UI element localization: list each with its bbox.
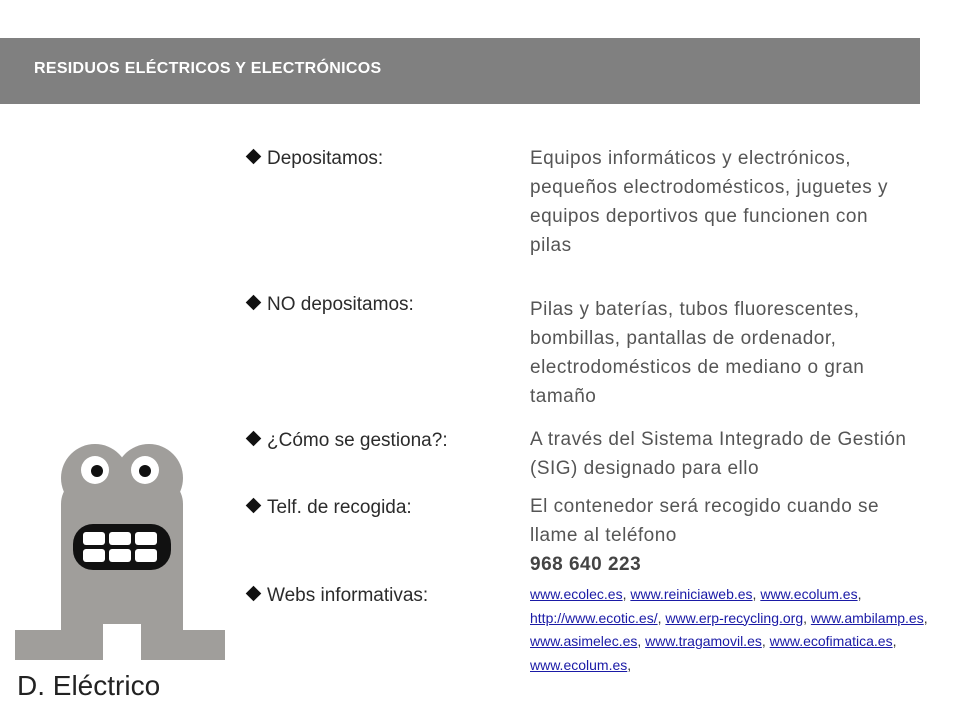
telf-text: El contenedor será recogido cuando se llame al teléfono (530, 496, 880, 546)
link-ambilamp[interactable]: www.ambilamp.es (810, 609, 924, 626)
mascot-caption: D. Eléctrico (17, 670, 161, 701)
diamond-bullet-icon (246, 498, 262, 514)
header-bar (0, 38, 920, 104)
label-text: Telf. de recogida: (267, 497, 412, 518)
link-ecolec[interactable]: www.ecolec.es (530, 586, 623, 602)
links-list: www.ecolec.es, www.reiniciaweb.es, www.ecolum.es, http://www.ecotic.es/, www.erp-recycling.org, www.ambilamp.es, www.asimelec.es, www.tragamovil.es, www.ecofimatica.es, www.ecolum.es, (530, 586, 928, 673)
label-text: ¿Cómo se gestiona?: (267, 430, 448, 451)
link-ecofimatica[interactable]: www.ecofimatica.es (769, 633, 893, 649)
link-tragamovil[interactable]: www.tragamovil.es (645, 633, 762, 649)
link-ecolum-2[interactable]: www.ecolum.es (530, 656, 628, 673)
label-text: NO depositamos: (267, 294, 414, 315)
link-ecotic[interactable]: http://www.ecotic.es/ (530, 609, 658, 626)
value-no-depositamos: Pilas y baterías, tubos fluorescentes, bombillas, pantallas de ordenador, electrodomésticos de mediano o gran tamaño (530, 299, 865, 407)
link-asimelec[interactable]: www.asimelec.es (530, 633, 638, 649)
link-reiniciaweb[interactable]: www.reiniciaweb.es (630, 586, 753, 602)
label-como-se-gestiona (245, 430, 448, 452)
label-text: Depositamos: (267, 148, 384, 169)
phone-number: 968 640 223 (530, 554, 642, 575)
value-telf-recogida (530, 492, 910, 579)
link-erp-recycling[interactable]: www.erp-recycling.org (665, 609, 804, 626)
diamond-bullet-icon (246, 431, 262, 447)
value-depositamos: Equipos informáticos y electrónicos, pequeños electrodomésticos, juguetes y equipos deportivos que funcionen con pilas (530, 148, 889, 256)
diamond-bullet-icon (246, 586, 262, 602)
label-depositamos (245, 148, 383, 170)
diamond-bullet-icon (246, 149, 262, 165)
link-ecolum[interactable]: www.ecolum.es (760, 586, 858, 602)
label-telf-recogida (245, 497, 412, 519)
page-title: RESIDUOS ELÉCTRICOS Y ELECTRÓNICOS (34, 60, 382, 77)
value-como-se-gestiona: A través del Sistema Integrado de Gestión (SIG) designado para ello (530, 429, 907, 479)
label-text: Webs informativas: (267, 585, 429, 606)
label-webs-informativas (245, 585, 428, 607)
diamond-bullet-icon (246, 295, 262, 311)
label-no-depositamos (245, 294, 414, 316)
electric-monster-icon (15, 444, 225, 667)
